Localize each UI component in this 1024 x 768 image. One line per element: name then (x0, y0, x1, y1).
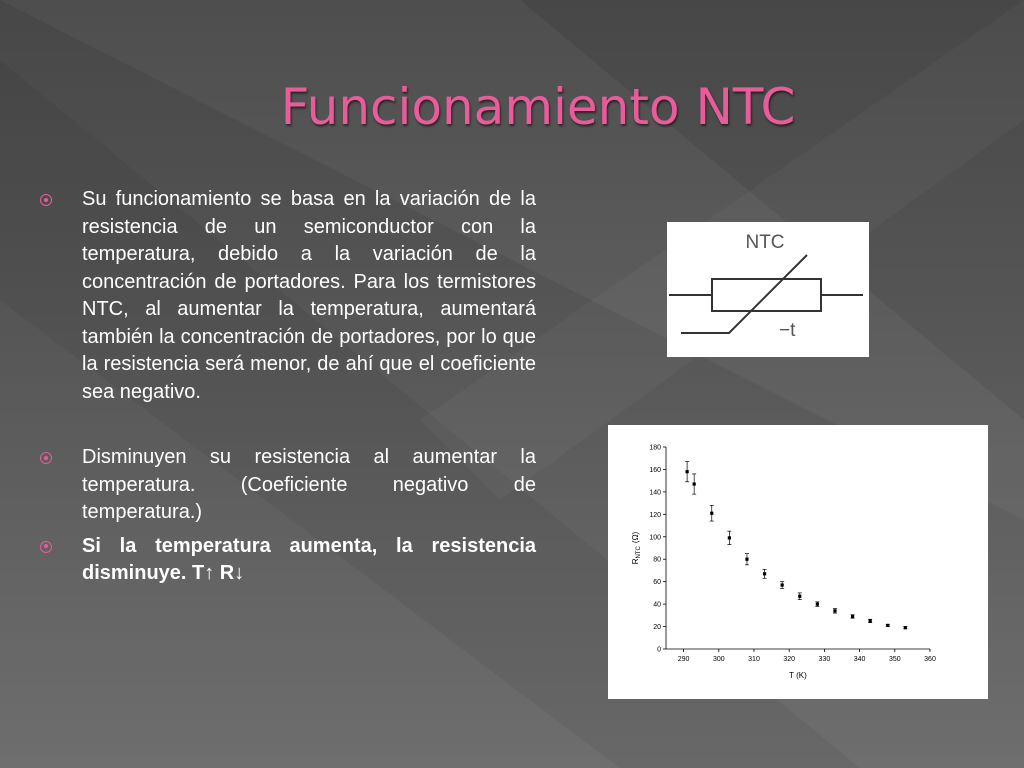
data-point (886, 624, 889, 627)
x-tick-label: 300 (712, 656, 725, 663)
x-tick-label: 350 (888, 656, 901, 663)
data-point (686, 470, 689, 473)
bullet-circle-icon (40, 541, 52, 553)
slide-title: Funcionamiento NTC (280, 78, 796, 136)
y-tick-label: 140 (649, 489, 661, 497)
y-tick-label: 100 (649, 534, 661, 542)
svg-text:RNTC(Ω) (631, 531, 642, 564)
x-tick-label: 310 (748, 656, 760, 663)
ntc-label: NTC (745, 232, 785, 253)
bullet-item (38, 533, 536, 588)
data-point (904, 626, 907, 629)
y-axis-label-main: R (631, 558, 640, 565)
ntc-symbol-figure (667, 222, 869, 357)
data-point (728, 536, 731, 539)
data-point (693, 482, 696, 485)
x-axis-label: T (K) (789, 671, 807, 680)
bullet-text: Disminuyen su resistencia al aumentar la temperatura. (Coeficiente negativo de temperatura.) (82, 446, 536, 523)
bullet-list (38, 186, 536, 588)
y-axis-label-sub: NTC (636, 546, 642, 559)
x-tick-label: 340 (853, 656, 866, 663)
resistance-chart (608, 425, 988, 699)
y-tick-label: 160 (649, 466, 661, 474)
data-point (798, 595, 801, 598)
bullet-text: Su funcionamiento se basa en la variación de la resistencia de un semiconductor con la temperatura, debido a la variación de la concentración de portadores. Para los termistores NTC, al aumentar la temperatura, aumentará también la concentración de portadores, por lo que la resistencia será menor, de ahí que el coeficiente sea negativo. (82, 188, 536, 403)
x-tick-label: 290 (677, 656, 690, 663)
y-axis-label (631, 531, 642, 564)
bullet-item (38, 186, 536, 406)
bullet-text: Si la temperatura aumenta, la resistencia disminuye. T↑ R↓ (82, 534, 536, 584)
bullet-item (38, 444, 536, 527)
y-tick-label: 40 (653, 601, 661, 609)
data-point (763, 572, 766, 575)
data-point (869, 619, 872, 622)
y-tick-label: 0 (657, 646, 661, 654)
data-point (710, 512, 713, 515)
data-point (745, 558, 748, 561)
data-point (816, 603, 819, 606)
temp-label: −t (779, 320, 796, 341)
bullet-circle-icon (40, 452, 52, 464)
x-tick-label: 320 (783, 656, 796, 663)
x-tick-label: 360 (924, 656, 936, 663)
data-point (851, 615, 854, 618)
y-tick-label: 120 (649, 511, 661, 519)
y-axis-label-unit: (Ω) (631, 531, 640, 544)
data-point (781, 583, 784, 586)
y-tick-label: 80 (653, 556, 661, 564)
y-tick-label: 60 (653, 579, 661, 587)
chart-svg (608, 425, 988, 699)
x-tick-label: 330 (818, 656, 831, 663)
y-tick-label: 180 (649, 444, 661, 452)
y-tick-label: 20 (653, 624, 661, 632)
data-point (833, 609, 836, 612)
ntc-symbol-icon (667, 222, 869, 357)
bullet-circle-icon (40, 194, 52, 206)
